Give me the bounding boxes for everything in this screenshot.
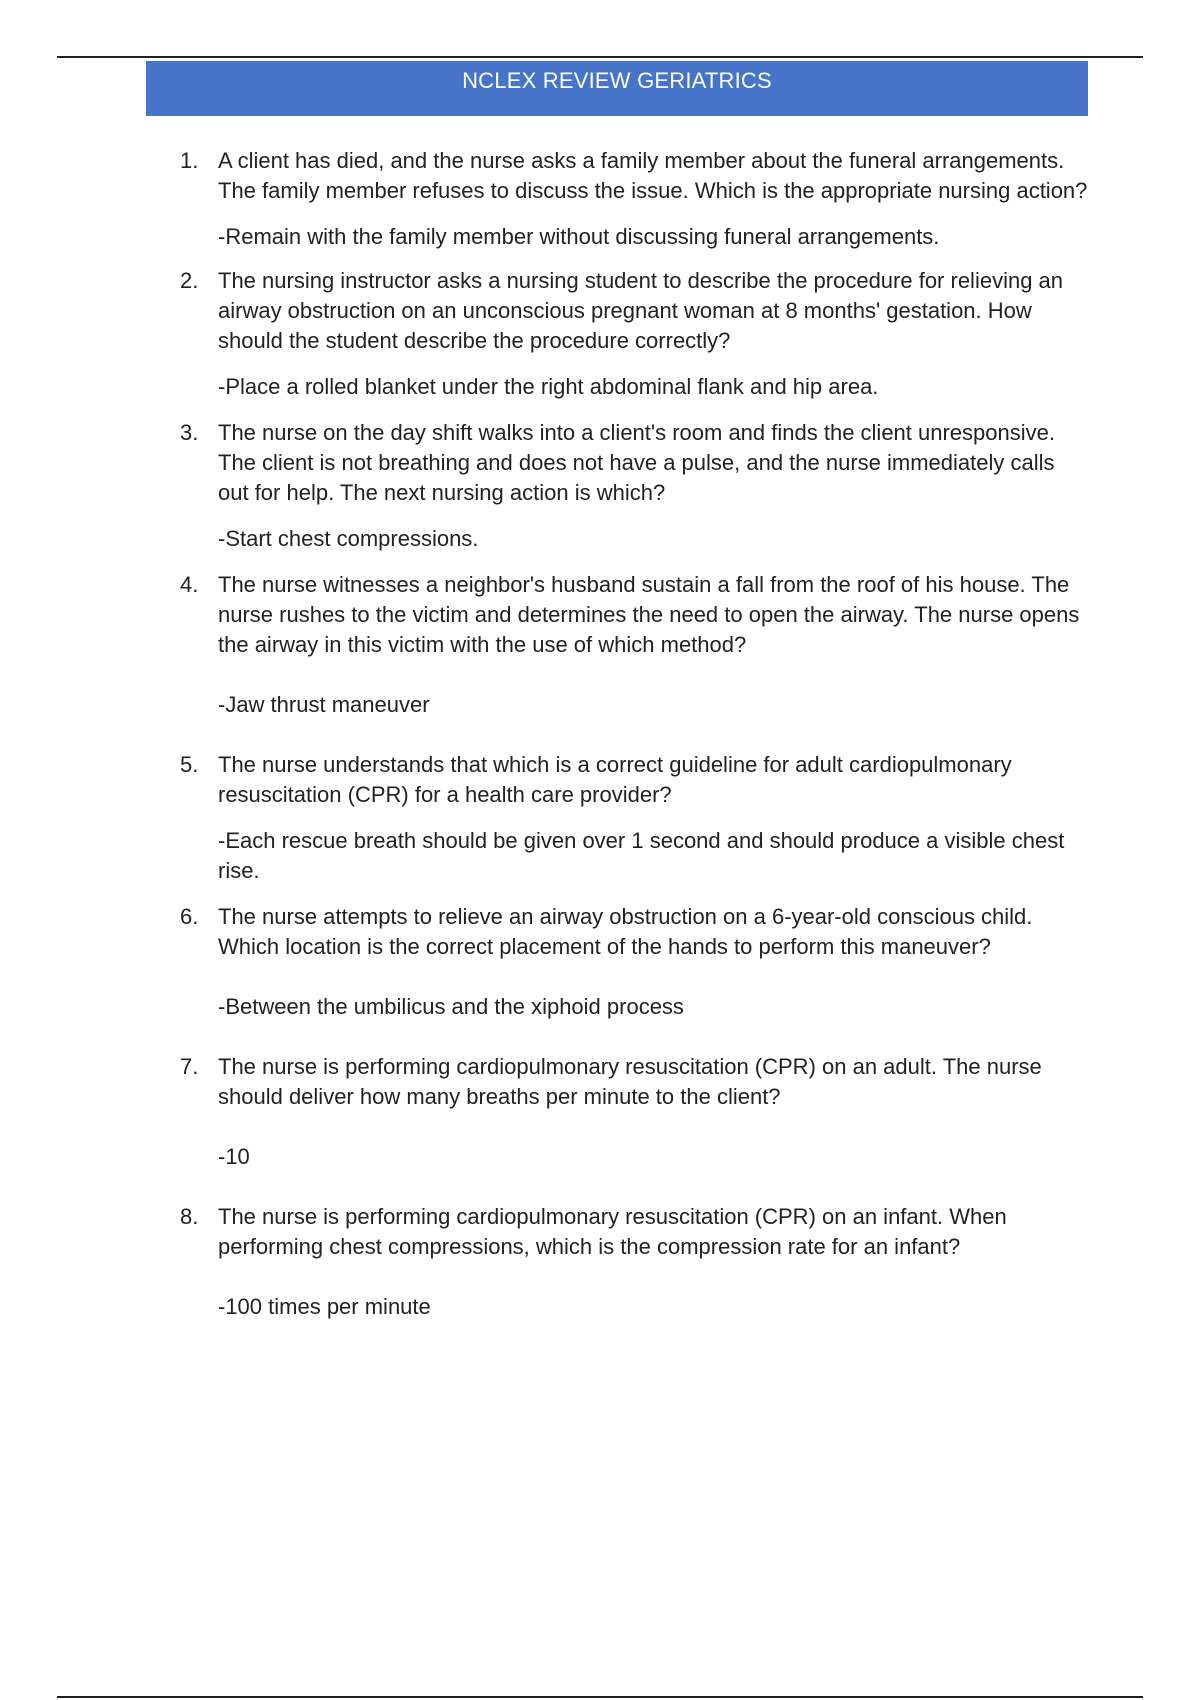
question-number: 7. [180,1054,199,1079]
question-item-3 [0,418,1200,554]
question-number: 8. [180,1204,199,1229]
question-item-2 [0,266,1200,402]
document-title-bar [146,61,1088,116]
answer-text: -Remain with the family member without discussing funeral arrangements. [218,224,940,249]
document-title: NCLEX REVIEW GERIATRICS [462,68,772,93]
answer-text: -Jaw thrust maneuver [218,692,430,717]
answer-text: -100 times per minute [218,1294,431,1319]
question-number: 1. [180,148,199,173]
question-item-4 [0,570,1200,720]
answer-text: -Between the umbilicus and the xiphoid process [218,994,684,1019]
question-number: 6. [180,904,199,929]
question-item-8 [0,1202,1200,1322]
question-item-5 [0,750,1200,886]
question-text: The nurse on the day shift walks into a client's room and finds the client unresponsive. The client is not breathing and does not have a pulse, and the nurse immediately calls out for help. The next nursing action is which? [218,420,1055,505]
top-rule [57,56,1143,58]
answer-text: -Place a rolled blanket under the right abdominal flank and hip area. [218,374,879,399]
question-item-7 [0,1052,1200,1172]
answer-text: -Start chest compressions. [218,526,479,551]
question-text: The nursing instructor asks a nursing student to describe the procedure for relieving an airway obstruction on an unconscious pregnant woman at 8 months' gestation. How should the student describe the procedure correctly? [218,268,1064,353]
question-item-6 [0,902,1200,1022]
question-text: The nurse is performing cardiopulmonary resuscitation (CPR) on an infant. When performing chest compressions, which is the compression rate for an infant? [218,1204,1007,1259]
question-number: 3. [180,420,199,445]
question-number: 2. [180,268,199,293]
answer-text: -Each rescue breath should be given over 1 second and should produce a visible chest rise. [218,828,1065,883]
answer-text: -10 [218,1144,250,1169]
question-text: A client has died, and the nurse asks a family member about the funeral arrangements. The family member refuses to discuss the issue. Which is the appropriate nursing action? [218,148,1088,203]
question-list [0,146,1200,1322]
question-text: The nurse attempts to relieve an airway obstruction on a 6-year-old conscious child. Which location is the correct placement of the hands to perform this maneuver? [218,904,1033,959]
question-number: 4. [180,572,199,597]
question-text: The nurse is performing cardiopulmonary resuscitation (CPR) on an adult. The nurse should deliver how many breaths per minute to the client? [218,1054,1042,1109]
bottom-rule [57,1696,1143,1698]
question-number: 5. [180,752,199,777]
question-text: The nurse witnesses a neighbor's husband sustain a fall from the roof of his house. The nurse rushes to the victim and determines the need to open the airway. The nurse opens the airway in this victim with the use of which method? [218,572,1080,657]
question-item-1 [0,146,1200,252]
question-text: The nurse understands that which is a correct guideline for adult cardiopulmonary resuscitation (CPR) for a health care provider? [218,752,1012,807]
